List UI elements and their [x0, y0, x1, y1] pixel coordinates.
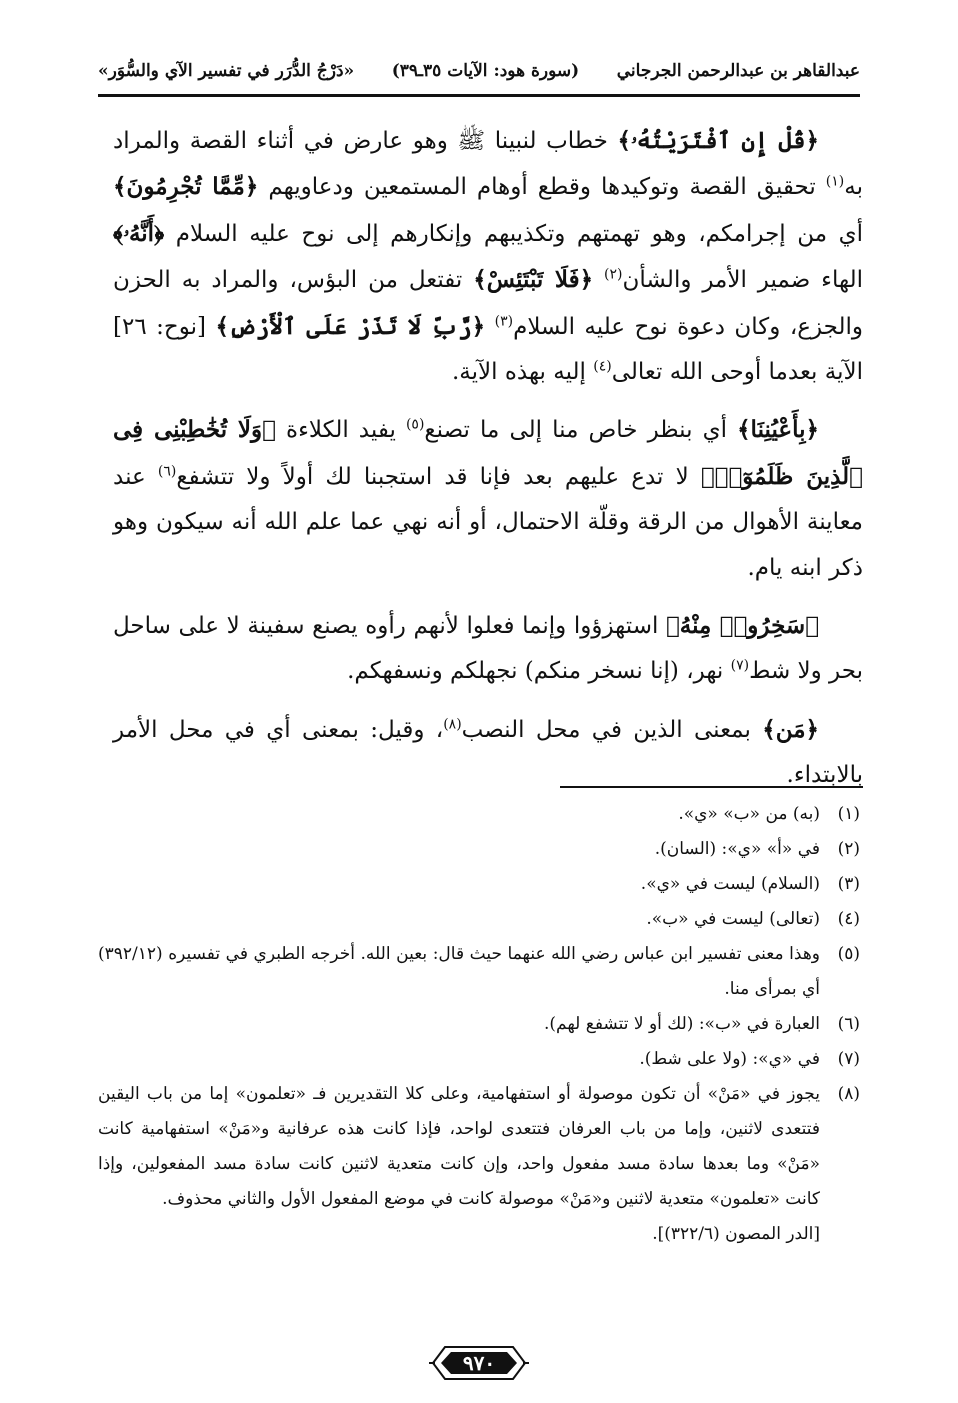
footnote-text: (السلام) ليست في «ي».	[640, 874, 820, 894]
footnote-ref: (٦)	[157, 463, 177, 480]
page-number: ٩٧٠	[462, 1351, 496, 1375]
quran-quote: ﴿مِّمَّا تُجْرِمُونَ﴾	[113, 173, 259, 201]
header-rule	[98, 94, 860, 97]
header-surah-range: (سورة هود: الآيات ٣٥ـ٣٩)	[391, 61, 580, 81]
footnote-number: (٤)	[837, 909, 860, 929]
commentary-text: تحقيق القصة وتوكيدها وقطع أوهام المستمعين ودعاويهم	[258, 174, 826, 201]
footnote-text: في «ي»: (ولا على شط).	[639, 1049, 820, 1069]
paragraph	[113, 707, 863, 799]
commentary-text: الهاء ضمير الأمر والشأن	[622, 267, 864, 294]
footnote-number: (٥)	[837, 944, 860, 964]
footnote	[98, 867, 860, 902]
footnote-number: (١)	[837, 804, 860, 824]
footnote	[98, 832, 860, 867]
footnote	[98, 1077, 860, 1217]
footnote-number: (٧)	[837, 1049, 860, 1069]
commentary-text: عند معاينة الأهوال من الرقة وقلّة الاحتمال، أو أنه نهي عما علم الله أنه سيكون وهو ذكر ابنه يام.	[113, 463, 863, 581]
footnote	[98, 937, 860, 1007]
footnote-ref: (٢)	[604, 266, 623, 283]
commentary-text: لا تدع عليهم بعد فإنا قد استجبنا لك أولاً ولا تتشفع	[176, 463, 701, 490]
header-author: عبدالقاهر بن عبدالرحمن الجرجاني	[616, 61, 860, 81]
footnote-text: في «أ» «ي»: (السان).	[654, 839, 820, 859]
quran-quote: ﴿قُلْ إِنِ ٱفْتَرَيْتُهُۥ﴾	[617, 127, 819, 154]
commentary-text: إليه بهذه الآية.	[451, 359, 594, 386]
main-text	[113, 118, 863, 799]
quran-quote: ﴿مَن﴾	[762, 715, 819, 743]
paragraph	[113, 603, 863, 695]
footnote-ref: (٥)	[405, 416, 425, 433]
quran-quote: ﴿رَّبِّ لَا تَذَرْ عَلَى ٱلْأَرْضِ﴾	[215, 312, 486, 340]
footnote-number: (٢)	[837, 839, 860, 859]
quran-quote: ﴿وَلَا تُخَٰطِبْنِى فِى ٱلَّذِينَ ظَلَمُوٓا۟﴾	[113, 416, 863, 490]
commentary-text: أي من إجرامكم، وهو تهمتهم وتكذيبهم وإنكارهم إلى نوح عليه السلام	[164, 220, 863, 247]
paragraph	[113, 407, 863, 591]
footnote-text: يجوز في «مَنْ» أن تكون موصولة أو استفهامية، وعلى كلا التقديرين فـ «تعلمون» إما من باب اليقين فتتعدى لاثنين، وإما من باب العرفان فتتعدى لواحد، فإذا كانت هذه عرفانية و«مَنْ» استفهامية كانت «مَنْ» وما بعدها سادة مسد مفعول واحد، وإن كانت متعدية لاثنين كانت سادة مسد المفعولين، وإذا كانت «تعلمون» متعدية لاثنين و«مَنْ» موصولة كانت في موضع المفعول الأول والثاني محذوف.	[98, 1084, 820, 1209]
footnote-ref: (٤)	[593, 358, 612, 375]
footnote-text: العبارة في «ب»: (لك أو لا تتشفع لهم).	[544, 1014, 820, 1034]
footnote	[98, 797, 860, 832]
footnote-divider	[560, 786, 863, 788]
commentary-text: أي بنظر خاص منا إلى ما تصنع	[424, 417, 738, 444]
commentary-text: بمعنى الذين في محل النصب	[461, 716, 763, 743]
quran-quote: ﴿فَلَا تَبْتَئِسْ﴾	[473, 266, 594, 294]
footnote-ref: (٨)	[443, 716, 462, 733]
footnote-number	[820, 1217, 860, 1252]
footnote-ref: (٣)	[494, 312, 514, 329]
commentary-text	[593, 267, 604, 293]
footnote	[98, 1042, 860, 1077]
page-number-ornament	[429, 1339, 529, 1387]
footnotes-list	[98, 797, 860, 1252]
header-book-title: «دَرْجُ الدُّرَر في تفسير الآي والسُّوَر»	[98, 61, 355, 81]
running-header	[98, 56, 860, 86]
commentary-text: خطاب لنبينا ﷺ وهو عارض في أثناء القصة والمراد به	[113, 128, 863, 201]
commentary-text: تفتعل من البؤس، والمراد به الحزن والجزع، وكان دعوة نوح عليه السلام	[113, 267, 864, 340]
footnote	[98, 902, 860, 937]
footnote-number: (٣)	[837, 874, 860, 894]
footnote-text: وهذا معنى تفسير ابن عباس رضي الله عنهما حيث قال: بعين الله. أخرجه الطبري في تفسيره (٣٩٢/١٢) أي بمرأى منا.	[98, 944, 820, 999]
footnote-text: [الدر المصون (٣٢٢/٦)].	[652, 1224, 820, 1244]
footnote-ref: (١)	[825, 173, 845, 190]
commentary-text: يفيد الكلاءة	[275, 417, 406, 444]
quran-quote: ﴿أَنَّهُۥ﴾	[113, 219, 165, 247]
commentary-text: [نوح: ٢٦] الآية بعدما أوحى الله تعالى	[113, 313, 863, 386]
commentary-text: ، وقيل: بمعنى أي في محل الأمر بالابتداء.	[113, 716, 863, 789]
footnote-number: (٦)	[837, 1014, 860, 1034]
paragraph	[113, 118, 863, 395]
quran-quote: ﴿بِأَعْيُنِنَا﴾	[737, 416, 819, 444]
commentary-text	[485, 314, 494, 340]
commentary-text: استهزؤوا وإنما فعلوا لأنهم رأوه يصنع سفينة لا على ساحل بحر ولا شط	[113, 613, 863, 685]
footnote-text: (تعالى) ليست في «ب».	[646, 909, 820, 929]
footnote-ref: (٧)	[730, 657, 750, 674]
footnote	[98, 1007, 860, 1042]
footnote-source	[98, 1217, 860, 1252]
quran-quote: ﴿سَخِرُوا۟ مِنْهُ﴾	[665, 612, 819, 640]
commentary-text: نهر، (إنا نسخر منكم) نجهلكم ونسفهكم.	[347, 658, 731, 685]
footnote-number: (٨)	[837, 1084, 860, 1104]
footnote-text: (به) من «ب» «ي».	[678, 804, 820, 824]
